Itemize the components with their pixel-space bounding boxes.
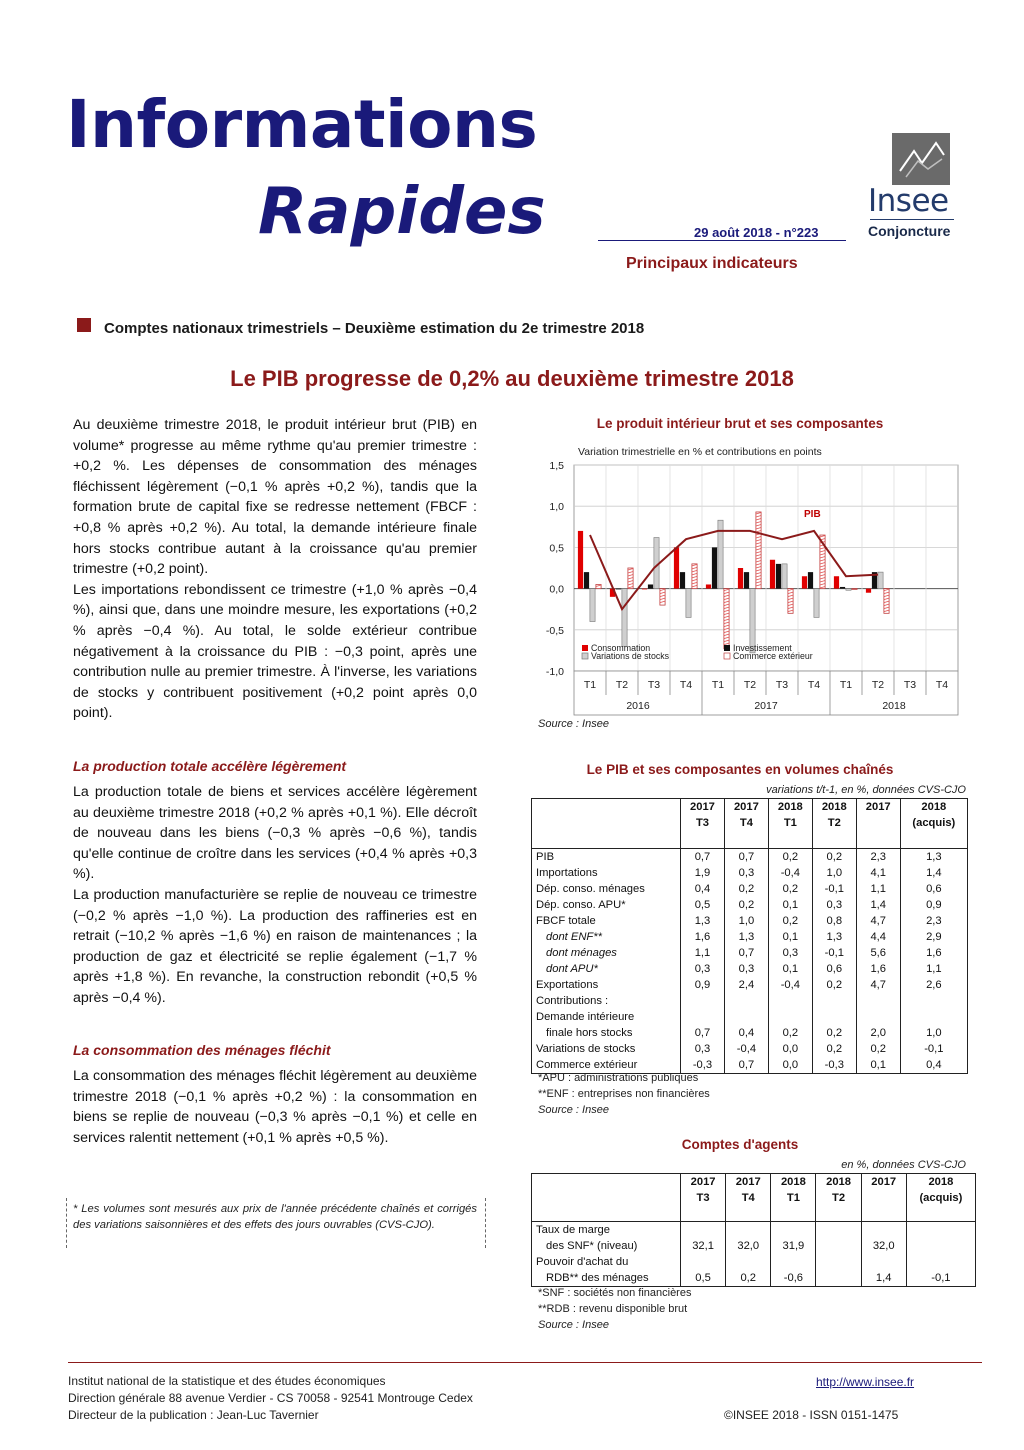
table-cell: 0,7 — [724, 849, 768, 866]
kicker: Principaux indicateurs — [626, 255, 798, 272]
table2-header-5: 2018 (acquis) — [906, 1174, 975, 1222]
row-label: Demande intérieure — [536, 1011, 635, 1023]
table-cell: 32,0 — [861, 1238, 906, 1254]
table-row — [532, 913, 968, 929]
table-cell: 0,0 — [768, 1041, 812, 1057]
table-cell: 2,6 — [900, 977, 967, 993]
bar-variations-de-stocks — [590, 589, 595, 622]
table-cell: 1,3 — [681, 913, 725, 929]
chart-subtitle: Variation trimestrielle en % et contributions en points — [578, 446, 822, 458]
x-tick-label: T4 — [807, 679, 821, 691]
bar-variations-de-stocks — [686, 589, 691, 618]
table-row — [532, 1025, 968, 1041]
table-cell: -0,4 — [768, 865, 812, 881]
table-row — [532, 881, 968, 897]
table-cell — [724, 1009, 768, 1025]
table-cell: 0,3 — [724, 961, 768, 977]
table-cell: 0,2 — [724, 897, 768, 913]
table-cell: 32,1 — [681, 1238, 726, 1254]
chart-source: Source : Insee — [538, 718, 609, 730]
row-label: dont APU* — [546, 963, 598, 975]
row-label: Variations de stocks — [536, 1043, 636, 1055]
table-cell: 1,9 — [681, 865, 725, 881]
table-cell: 0,8 — [812, 913, 856, 929]
body-block-3 — [73, 1066, 477, 1148]
pib-line-label: PIB — [804, 508, 821, 520]
body-block-2 — [73, 782, 477, 1009]
bar-investissement — [648, 584, 653, 588]
table-cell — [861, 1254, 906, 1270]
bar-consommation — [642, 589, 647, 590]
row-label: Importations — [536, 867, 598, 879]
table-cell: 0,1 — [768, 961, 812, 977]
paragraph-5: La consommation des ménages fléchit légèrement au deuxième trimestre 2018 (−0,1 % après +0,2 %) : la consommation en biens se replie de nouveau (−0,3 % après −0,1 %) et celle en services ralentit nettement (+0,1 % après +0,5 %). — [73, 1068, 477, 1146]
table-row — [532, 945, 968, 961]
table-cell: 0,6 — [900, 881, 967, 897]
table-row — [532, 977, 968, 993]
table1-header-3: 2018 T2 — [812, 799, 856, 849]
table2-header-4: 2017 — [861, 1174, 906, 1222]
body-block-1 — [73, 415, 477, 724]
table-cell — [861, 1222, 906, 1239]
table-cell: 32,0 — [726, 1238, 771, 1254]
table-cell: 0,2 — [812, 977, 856, 993]
table-cell — [681, 1009, 725, 1025]
masthead-rule — [598, 240, 846, 241]
x-tick-label: T4 — [679, 679, 693, 691]
subheading-consommation: La consommation des ménages fléchit — [73, 1042, 331, 1058]
table1-note-apu: *APU : administrations publiques — [538, 1072, 699, 1084]
table-cell: 0,3 — [681, 961, 725, 977]
y-tick-label: 0,0 — [549, 583, 564, 596]
table-cell: -0,3 — [812, 1057, 856, 1074]
y-tick-label: -1,0 — [545, 666, 564, 678]
table-cell: -0,1 — [906, 1270, 975, 1287]
footnote: * Les volumes sont mesurés aux prix de l'année précédente chaînés et corrigés des variations saisonnières et des effets des jours ouvrables (CVS-CJO). — [73, 1203, 477, 1231]
table1-header-1: 2017 T4 — [724, 799, 768, 849]
table-row — [532, 1222, 976, 1239]
table-cell: -0,6 — [771, 1270, 816, 1287]
table2-header-2: 2018 T1 — [771, 1174, 816, 1222]
x-year-label: 2016 — [626, 700, 650, 712]
table-cell: 0,3 — [812, 897, 856, 913]
table-row — [532, 1238, 976, 1254]
paragraph-1: Au deuxième trimestre 2018, le produit intérieur brut (PIB) en volume* progresse au même rythme qu'au premier trimestre : +0,2 %. Les dépenses de consommation des ménages fléchissent légèrement (−0,1 % après +0,2 %), tandis que la formation brute de capital fixe se redresse nettement (FBCF : +0,8 % après +0,2 %). Au total, la demande intérieure finale hors stocks contribue autant à la croissance qu'au premier trimestre (+0,2 point). — [73, 417, 477, 578]
x-tick-label: T1 — [583, 679, 597, 691]
table-cell: 2,4 — [724, 977, 768, 993]
table-row — [532, 1009, 968, 1025]
table-cell: 1,0 — [724, 913, 768, 929]
table-cell: 31,9 — [771, 1238, 816, 1254]
table-row — [532, 849, 968, 866]
paragraph-4: La production manufacturière se replie de nouveau ce trimestre (−0,2 % après −1,0 %). La production des raffineries est en retrait (−10,2 % après −1,6 %) en raison de maintenances ; la production de gaz et électricité se replie également (−1,7 % après +1,8 %). En revanche, la construction rebondit (+0,5 % après −0,4 %). — [73, 886, 477, 1006]
table-cell: 2,9 — [900, 929, 967, 945]
table-cell: 0,4 — [900, 1057, 967, 1074]
table-cell: 0,7 — [681, 1025, 725, 1041]
bar-consommation — [674, 547, 679, 588]
logo-divider — [870, 219, 954, 220]
logo-mark-icon — [892, 133, 950, 185]
footer-copyright: ©INSEE 2018 - ISSN 0151-1475 — [724, 1408, 899, 1422]
bar-investissement — [680, 572, 685, 588]
y-tick-label: 1,5 — [549, 460, 564, 472]
row-label: PIB — [536, 851, 555, 863]
masthead-title-rapides: Rapides — [258, 175, 546, 249]
table2-header-3: 2018 T2 — [816, 1174, 861, 1222]
table-cell: 0,2 — [726, 1270, 771, 1287]
table-cell: 0,2 — [724, 881, 768, 897]
footer-address: Direction générale 88 avenue Verdier - CS 70058 - 92541 Montrouge Cedex — [68, 1391, 473, 1405]
table-cell: 0,7 — [724, 945, 768, 961]
x-year-label: 2018 — [882, 700, 906, 712]
row-label: Commerce extérieur — [536, 1059, 638, 1071]
table-cell: -0,1 — [812, 945, 856, 961]
table-cell: 1,6 — [900, 945, 967, 961]
bar-variations-de-stocks — [846, 589, 851, 591]
table-cell: 4,4 — [856, 929, 900, 945]
legend-swatch — [582, 645, 588, 651]
table-cell — [768, 993, 812, 1009]
y-tick-label: -0,5 — [545, 624, 564, 637]
table-gdp-components — [531, 798, 968, 1074]
bar-investissement — [712, 547, 717, 588]
masthead-title-informations: Informations — [66, 86, 538, 163]
bar-commerce-extérieur — [724, 589, 729, 649]
table-agent-accounts — [531, 1173, 976, 1287]
table1-header-4: 2017 — [856, 799, 900, 849]
row-label: Dép. conso. ménages — [536, 883, 645, 895]
table-cell: 1,6 — [856, 961, 900, 977]
table-cell — [726, 1222, 771, 1239]
table-cell: 0,9 — [900, 897, 967, 913]
table-cell — [856, 993, 900, 1009]
legend-label: Consommation — [591, 643, 651, 653]
logo-subtitle: Conjoncture — [868, 223, 951, 239]
table2-title: Comptes d'agents — [681, 1137, 799, 1152]
x-year-label: 2017 — [754, 700, 778, 712]
y-tick-label: 0,5 — [549, 542, 564, 555]
table-cell: 0,2 — [768, 1025, 812, 1041]
table-cell: 1,3 — [900, 849, 967, 866]
footer-link[interactable]: http://www.insee.fr — [816, 1375, 915, 1389]
row-label: Dép. conso. APU* — [536, 899, 626, 911]
x-tick-label: T4 — [935, 679, 949, 691]
table-cell — [771, 1222, 816, 1239]
table-cell: -0,3 — [681, 1057, 725, 1074]
table-cell: 1,4 — [900, 865, 967, 881]
footer-institution: Institut national de la statistique et des études économiques — [68, 1374, 386, 1388]
table-cell: 0,1 — [856, 1057, 900, 1074]
table-cell: -0,1 — [812, 881, 856, 897]
table1-unit: variations t/t-1, en %, données CVS-CJO — [766, 784, 966, 796]
table-cell: 0,3 — [724, 865, 768, 881]
table-cell: 0,5 — [681, 897, 725, 913]
table-cell — [812, 1009, 856, 1025]
table1-header-0: 2017 T3 — [681, 799, 725, 849]
bar-investissement — [584, 572, 589, 588]
issue-date: 29 août 2018 - n°223 — [694, 225, 819, 240]
x-tick-label: T3 — [775, 679, 789, 691]
logo-name: Insee — [868, 183, 949, 219]
table-cell — [681, 1254, 726, 1270]
table-cell — [900, 993, 967, 1009]
table2-unit: en %, données CVS-CJO — [841, 1159, 966, 1171]
table-row — [532, 897, 968, 913]
table-row — [532, 1041, 968, 1057]
table-cell: 1,3 — [812, 929, 856, 945]
table-cell: 1,0 — [900, 1025, 967, 1041]
bar-investissement — [840, 587, 845, 589]
table2-note-rdb: **RDB : revenu disponible brut — [538, 1303, 688, 1315]
paragraph-2: Les importations rebondissent ce trimestre (+1,0 % après −0,4 %), ainsi que, dans une moindre mesure, les exportations (+0,2 % après −0,4 %). Au total, le solde extérieur contribue négativement à la croissance du PIB : −0,3 point, après une contribution nulle au premier trimestre. À l'inverse, les variations de stocks y contribuent positivement (+0,2 point après 0,0 point). — [73, 581, 477, 722]
table2-header-0: 2017 T3 — [681, 1174, 726, 1222]
footer-rule — [68, 1362, 982, 1363]
bar-variations-de-stocks — [622, 589, 627, 647]
legend-swatch — [724, 645, 730, 651]
table-cell — [816, 1254, 861, 1270]
table-cell — [726, 1254, 771, 1270]
table2-note-snf: *SNF : sociétés non financières — [538, 1287, 692, 1299]
x-tick-label: T1 — [711, 679, 725, 691]
table-cell — [681, 1222, 726, 1239]
row-label: FBCF totale — [536, 915, 596, 927]
table-cell — [681, 993, 725, 1009]
table-cell — [816, 1270, 861, 1287]
table-cell: 2,3 — [900, 913, 967, 929]
bar-investissement — [808, 572, 813, 588]
table1-title: Le PIB et ses composantes en volumes chaînés — [586, 762, 894, 777]
bar-investissement — [616, 589, 621, 590]
section-marker — [77, 318, 91, 332]
table-cell: 0,3 — [681, 1041, 725, 1057]
table-cell — [906, 1238, 975, 1254]
bar-investissement — [776, 564, 781, 589]
table-cell — [906, 1254, 975, 1270]
table-cell: 0,0 — [768, 1057, 812, 1074]
y-tick-label: 1,0 — [549, 501, 564, 514]
row-label: dont ménages — [546, 947, 617, 959]
table-cell: 1,1 — [681, 945, 725, 961]
table-cell: 1,1 — [900, 961, 967, 977]
table-cell: 1,1 — [856, 881, 900, 897]
row-label: Taux de marge — [536, 1224, 611, 1236]
table-cell: 5,6 — [856, 945, 900, 961]
bar-consommation — [706, 584, 711, 588]
table-cell: 0,6 — [812, 961, 856, 977]
table-row — [532, 1254, 976, 1270]
table-cell — [900, 1009, 967, 1025]
row-label: Contributions : — [536, 995, 609, 1007]
legend-swatch — [724, 653, 730, 659]
table-cell: 1,6 — [681, 929, 725, 945]
bar-consommation — [802, 576, 807, 588]
bar-variations-de-stocks — [878, 572, 883, 588]
table-cell — [906, 1222, 975, 1239]
row-label: des SNF* (niveau) — [546, 1240, 638, 1252]
x-tick-label: T3 — [903, 679, 917, 691]
table-cell — [856, 1009, 900, 1025]
table-cell: 1,4 — [861, 1270, 906, 1287]
table-row — [532, 865, 968, 881]
table-row — [532, 1270, 976, 1287]
table-cell: 4,7 — [856, 913, 900, 929]
table-cell: 0,4 — [724, 1025, 768, 1041]
table-cell: 0,1 — [768, 897, 812, 913]
table-cell: 0,1 — [768, 929, 812, 945]
row-label: Pouvoir d'achat du — [536, 1256, 629, 1268]
table-cell: 0,2 — [768, 881, 812, 897]
main-headline: Le PIB progresse de 0,2% au deuxième trimestre 2018 — [230, 366, 794, 391]
bar-investissement — [744, 572, 749, 588]
table2-header-1: 2017 T4 — [726, 1174, 771, 1222]
x-tick-label: T3 — [647, 679, 661, 691]
table-cell: 0,9 — [681, 977, 725, 993]
table-cell: 4,1 — [856, 865, 900, 881]
table1-header-2: 2018 T1 — [768, 799, 812, 849]
row-label: Exportations — [536, 979, 599, 991]
footer-director: Directeur de la publication : Jean-Luc Tavernier — [68, 1408, 319, 1422]
table-cell: 1,4 — [856, 897, 900, 913]
table-cell — [812, 993, 856, 1009]
table-cell — [724, 993, 768, 1009]
x-tick-label: T2 — [871, 679, 885, 691]
x-tick-label: T2 — [743, 679, 757, 691]
legend-swatch — [582, 653, 588, 659]
legend-label: Commerce extérieur — [733, 651, 813, 661]
x-tick-label: T1 — [839, 679, 853, 691]
table-cell: 0,2 — [812, 849, 856, 866]
table-cell: 0,3 — [768, 945, 812, 961]
row-label: finale hors stocks — [546, 1027, 633, 1039]
table-cell: 0,7 — [724, 1057, 768, 1074]
table2-source: Source : Insee — [538, 1319, 609, 1331]
bar-consommation — [834, 576, 839, 588]
bar-consommation — [738, 568, 743, 589]
row-label: dont ENF** — [546, 931, 602, 943]
table-cell — [816, 1222, 861, 1239]
table-cell: 0,2 — [768, 913, 812, 929]
table-cell: 4,7 — [856, 977, 900, 993]
bar-commerce-extérieur — [852, 589, 857, 590]
table-row — [532, 993, 968, 1009]
table1-header-5: 2018 (acquis) — [900, 799, 967, 849]
paragraph-3: La production totale de biens et services accélère légèrement au deuxième trimestre 2018 (+0,2 % après +0,1 %). Elle décroît de nouveau dans les biens (−0,3 % après −0,6 %), tandis qu'elle continue de croître dans les services (+0,4 % après +0,3 %). — [73, 784, 477, 883]
section-label: Comptes nationaux trimestriels – Deuxième estimation du 2e trimestre 2018 — [104, 320, 645, 337]
table-row — [532, 929, 968, 945]
chart-title: Le produit intérieur brut et ses composantes — [596, 416, 884, 431]
table-cell — [768, 1009, 812, 1025]
bar-consommation — [866, 589, 871, 593]
gdp-components-chart — [530, 455, 970, 717]
table-cell: 0,2 — [768, 849, 812, 866]
legend-label: Investissement — [733, 643, 792, 653]
bar-consommation — [770, 560, 775, 589]
table-cell: 1,3 — [724, 929, 768, 945]
table-cell: 0,5 — [681, 1270, 726, 1287]
table-cell: 2,3 — [856, 849, 900, 866]
table-cell — [816, 1238, 861, 1254]
table1-source: Source : Insee — [538, 1104, 609, 1116]
table-cell: -0,4 — [724, 1041, 768, 1057]
table-cell: 0,2 — [812, 1041, 856, 1057]
bar-consommation — [578, 531, 583, 589]
table1-note-enf: **ENF : entreprises non financières — [538, 1088, 710, 1100]
table-cell: 0,7 — [681, 849, 725, 866]
table-cell: 0,2 — [812, 1025, 856, 1041]
bar-variations-de-stocks — [782, 564, 787, 589]
legend-label: Variations de stocks — [591, 651, 670, 661]
table-cell: -0,4 — [768, 977, 812, 993]
table-cell: 2,0 — [856, 1025, 900, 1041]
table-cell: 0,4 — [681, 881, 725, 897]
table-cell: 0,2 — [856, 1041, 900, 1057]
x-tick-label: T2 — [615, 679, 629, 691]
subheading-production: La production totale accélère légèrement — [73, 758, 347, 774]
table-cell — [771, 1254, 816, 1270]
insee-logo — [866, 133, 962, 243]
row-label: RDB** des ménages — [546, 1272, 649, 1284]
table-row — [532, 961, 968, 977]
bar-variations-de-stocks — [814, 589, 819, 618]
table-cell: -0,1 — [900, 1041, 967, 1057]
table-cell: 1,0 — [812, 865, 856, 881]
